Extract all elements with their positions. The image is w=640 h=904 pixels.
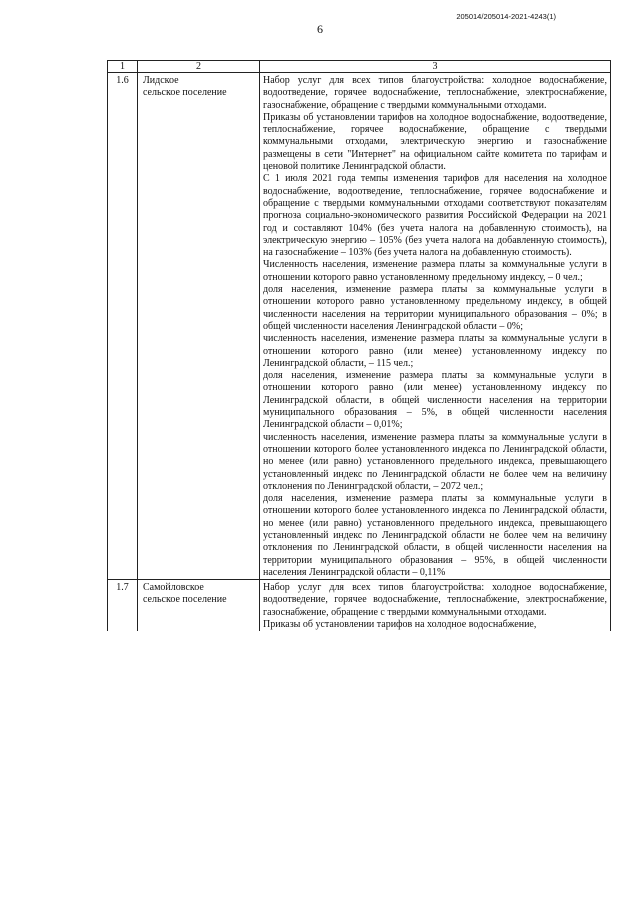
text-block: доля населения, изменение размера платы за коммунальные услуги в отношении которого более установленного индекса по Ленинградской области, но менее (или равно) установленного предельного индекса, превышающего установленный индекс по Ленинградской области не более чем на величину отклонения по Ленинградской области, в общей численности населения на территории муниципального образования – 95%, в общей численности населения Ленинградской области – 0,11% [263,493,607,578]
row-number: 1.7 [108,580,138,632]
tariff-table [107,60,611,631]
text-block: численность населения, изменение размера платы за коммунальные услуги в отношении которого равно (или менее) установленному индексу по Ленинградской области, – 115 чел.; [263,333,607,369]
text-block: Численность населения, изменение размера платы за коммунальные услуги в отношении которого равно установленному предельному индексу, – 0 чел.; [263,259,607,283]
description-cell [260,73,611,580]
table-row-1-7 [108,580,611,632]
settlement-name [138,73,260,580]
text-block: Приказы об установлении тарифов на холодное водоснабжение, водоотведение, теплоснабжение, горячее водоснабжение, обращение с твердыми коммунальными отходами, электрическую энергию и газоснабжение размещены в сети "Интернет" на официальном сайте комитета по тарифам и ценовой политике Ленинградской области. [263,111,607,173]
column-header-2: 2 [138,61,260,73]
column-header-1: 1 [108,61,138,73]
text-block: Набор услуг для всех типов благоустройства: холодное водоснабжение, водоотведение, горячее водоснабжение, теплоснабжение, электроснабжение, газоснабжение, обращение с твердыми коммунальными отходами. [263,582,607,618]
text-block: доля населения, изменение размера платы за коммунальные услуги в отношении которого равно установленному предельному индексу, в общей численности населения на территории муниципального образования – 0%; в общей численности населения Ленинградской области – 0%; [263,284,607,332]
settlement-name-line1: Лидское [143,75,179,86]
settlement-name-line1: Самойловское [143,582,204,594]
table-header-row [108,61,611,73]
settlement-name-line2: сельское поселение [143,87,227,99]
page-number: 6 [317,22,323,36]
text-block: численность населения, изменение размера платы за коммунальные услуги в отношении которого более установленного индекса по Ленинградской области, но менее (или равно) установленного предельного индекса, превышающего установленный индекс по Ленинградской области не более чем на величину отклонения по Ленинградской области, – 2072 чел.; [263,431,607,492]
column-header-3: 3 [260,61,611,73]
description-cell [260,580,611,632]
row-number: 1.6 [108,73,138,580]
settlement-name [138,580,260,632]
text-block: Набор услуг для всех типов благоустройства: холодное водоснабжение, водоотведение, горячее водоснабжение, теплоснабжение, электроснабжение, газоснабжение, обращение с твердыми коммунальными отходами. [263,75,607,111]
document-code: 205014/205014-2021-4243(1) [456,12,556,21]
text-block: С 1 июля 2021 года темпы изменения тарифов для населения на холодное водоснабжение, водоотведение, теплоснабжение, горячее водоснабжение и обращение с твердыми коммунальными отходами соответствуют показателям прогноза социально-экономического развития Российской Федерации на 2021 год и составляют 104% (без учета налога на добавленную стоимость), на электрическую энергию – 105% (без учета налога на добавленную стоимость), на газоснабжение – 103% (без учета налога на добавленную стоимость). [263,173,607,259]
text-block: Приказы об установлении тарифов на холодное водоснабжение, [263,619,537,631]
settlement-name-line2: сельское поселение [143,594,227,606]
table-row-1-6 [108,73,611,580]
text-block: доля населения, изменение размера платы за коммунальные услуги в отношении которого равно (или менее) установленному индексу по Ленинградской области, в общей численности населения на территории муниципального образования – 5%, в общей численности населения Ленинградской области – 0,01%; [263,370,607,431]
